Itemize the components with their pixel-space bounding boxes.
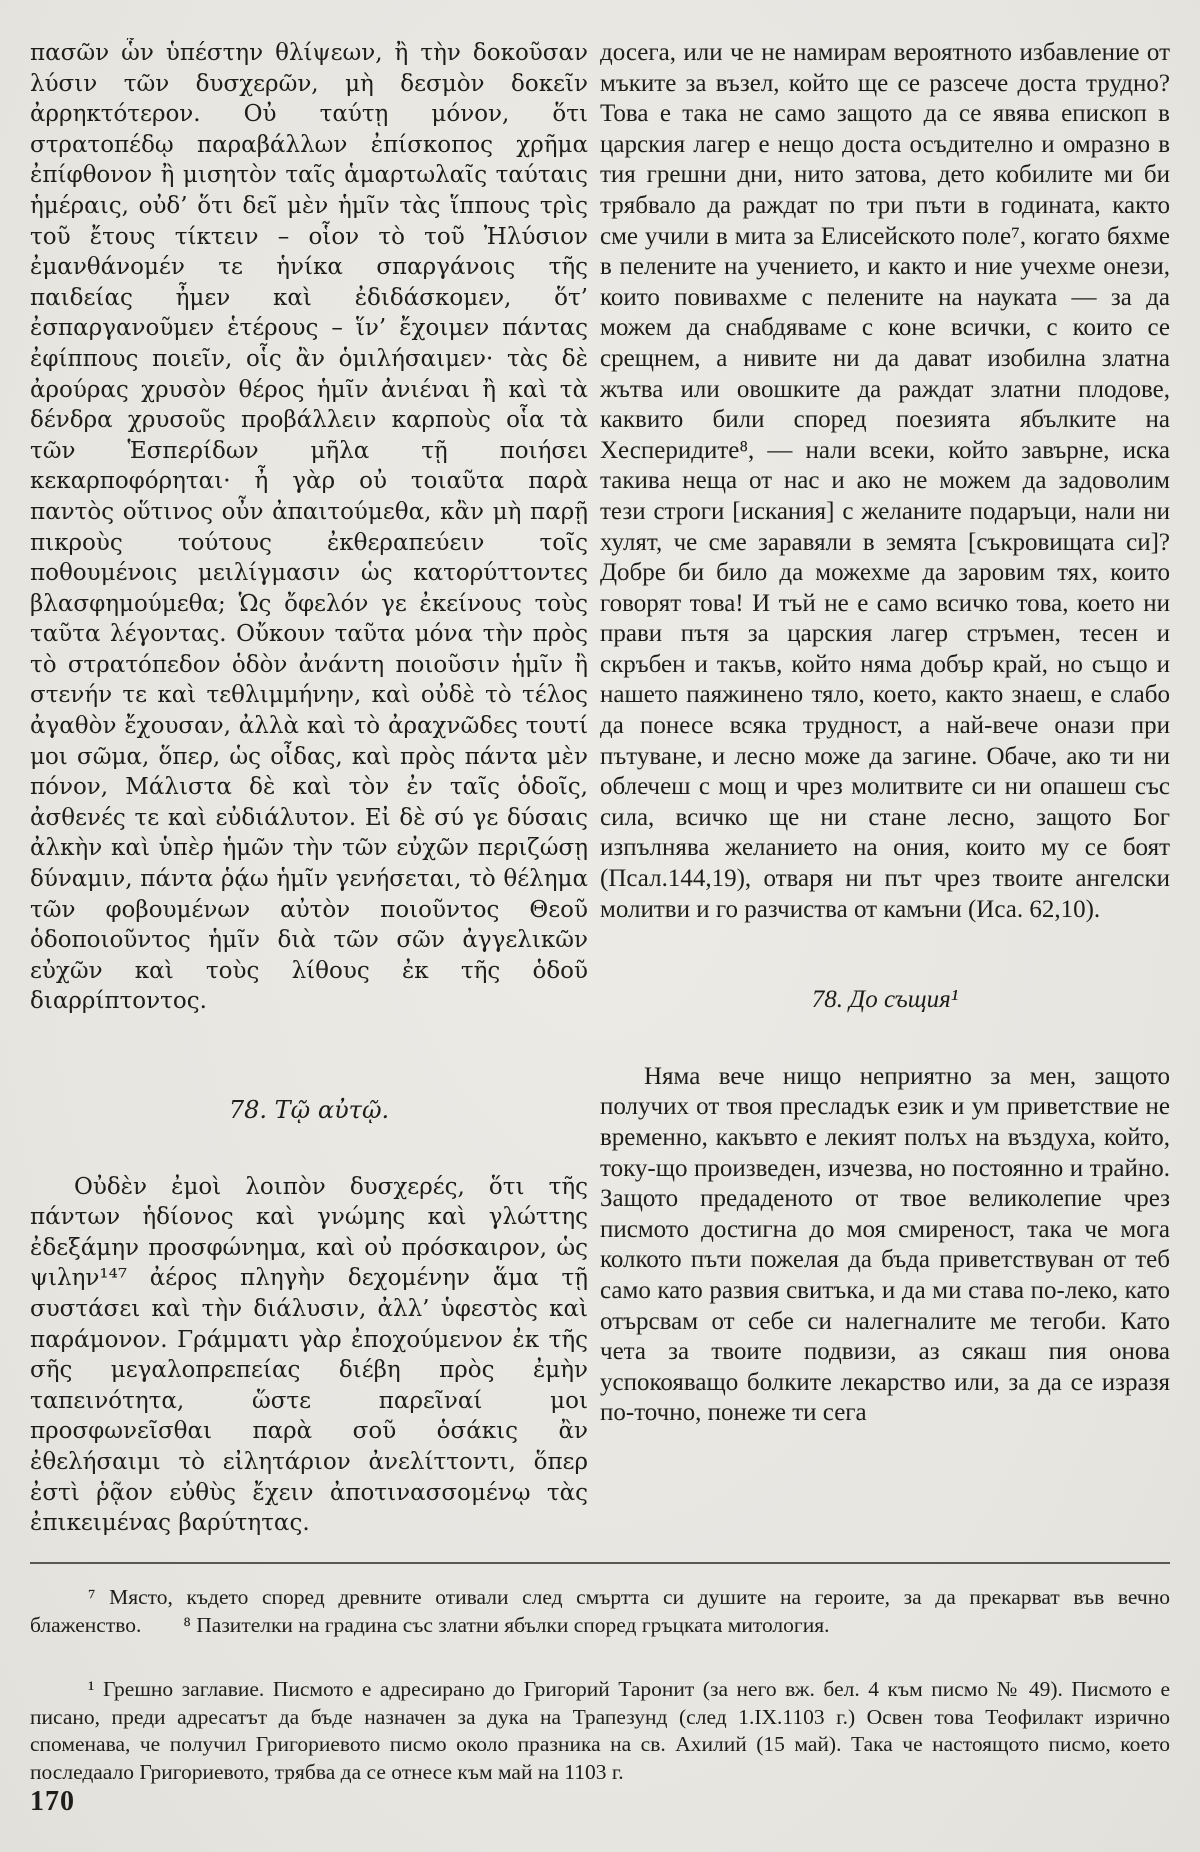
bulgarian-paragraph-continuation: досега, или че не намирам вероятното избавление от мъките за възел, който ще се разсече доста трудно? Това е така не само защото да се явява епископ в царския лагер е нещо доста осъдително и омразно в тия грешни дни, нито затова, дето кобилите ми би трябвало да раждат по три пъти в годината, както сме учили в мита за Елисейското поле⁷, когато бяхме в пелените на учението, и както и ние учехме онези, които повивахме с пелените на науката — за да можем да снабдяваме с коне всички, с които се срещнем, а нивите ни да дават изобилна златна жътва или овошките да раждат златни плодове, каквито били според поезията ябълките на Хесперидите⁸, — нали всеки, който завърне, иска такива неща от нас и ако не можем да задоволим тези строги [искания] с желаните подаръци, нали ни хулят, че сме заравяли в земята [съкровищата си]? Добре би било да можехме да заровим тях, които говорят това! И тъй не е само всичко това, което ни прави пътя за царския лагер стръмен, тесен и скръбен и такъв, който няма добър край, но също и нашето паяжинено тяло, което, както знаеш, е слабо да понесе всяка трудност, а най-вече онази при пътуване, и лесно може да загине. Обаче, ако ти ни облечеш с мощ и чрез молитвите си ни опашеш със сила, всичко ще ни стане лесно, защото Бог изпълнява желанието на ония, които му се боят (Псал.144,19), отваря ни път чрез твоите ангелски молитви и го разчиства от камъни (Иса. 62,10).	[600, 39, 1170, 923]
commentary-footnote-block	[30, 1676, 1170, 1786]
bulgarian-letter-78-heading: 78. До същия¹	[811, 986, 959, 1014]
page-number: 170	[30, 1786, 75, 1817]
bulgarian-translation-column	[600, 38, 1170, 1543]
footnote-1: ¹ Грешно заглавие. Писмото е адресирано до Григорий Таронит (за него вж. бел. 4 към писмо № 49). Писмото е писано, преди адресатът да бъде назначен за дука на Трапезунд (след 1.IX.1103 г.) Освен това Теофилакт изрично споменава, че получил Григориевото писмо около празника на св. Ахилий (15 май). Така че настоящото писмо, което последаало Григориевото, трябва да се отнесе към май на 1103 г.	[30, 1677, 1170, 1784]
greek-paragraph-continuation: πασῶν ὧν ὑπέστην θλίψεων, ἢ τὴν δοκοῦσαν λύσιν τῶν δυσχερῶν, μὴ δεσμὸν δοκεῖν ἀρρηκτότερον. Οὐ ταύτῃ μόνον, ὅτι στρατοπέδῳ παραβάλλων ἐπίσκοπος χρῆμα ἐπίφθονον ἢ μισητὸν ταῖς ἁμαρτωλαῖς ταύταις ἡμέραις, οὐδ’ ὅτι δεῖ μὲν ἡμῖν τὰς ἵππους τρὶς τοῦ ἔτους τίκτειν – οἷον τὸ τοῦ Ἠλύσιον ἐμανθάνομέν τε ἡνίκα σπαργάνοις τῆς παιδείας ἦμεν καὶ ἐδιδάσκομεν, ὅτ’ ἐσπαργανοῦμεν ἑτέρους – ἵν’ ἔχοιμεν πάντας ἐφίππους ποιεῖν, οἷς ἂν ὁμιλήσαιμεν· τὰς δὲ ἀρούρας χρυσὸν θέρος ἡμῖν ἀνιέναι ἢ καὶ τὰ δένδρα χρυσοῦς προβάλλειν καρποὺς οἷα τὰ τῶν Ἑσπερίδων μῆλα τῇ ποιήσει κεκαρποφόρηται· ἦ γὰρ οὐ τοιαῦτα παρὰ παντὸς οὕτινος οὖν ἀπαιτούμεθα, κἂν μὴ παρῇ πικροὺς τούτους ἐκθεραπεύειν τοῖς ποθουμένοις μειλίγμασιν ὡς κατορύττοντες βλασφημούμεθα; Ὡς ὄφελόν γε ἐκείνους τοὺς ταῦτα λέγοντας. Οὔκουν ταῦτα μόνα τὴν πρὸς τὸ στρατόπεδον ὁδὸν ἀνάντη ποιοῦσιν ἡμῖν ἢ στενήν τε καὶ τεθλιμμήνην, καὶ οὐδὲ τὸ τέλος ἀγαθὸν ἔχουσαν, ἀλλὰ καὶ τὸ ἀραχνῶδες τουτί μοι σῶμα, ὅπερ, ὡς οἶδας, καὶ πρὸς πάντα μὲν πόνον, Μάλιστα δὲ καὶ τὸν ἐν ταῖς ὁδοῖς, ἀσθενές τε καὶ εὐδιάλυτον. Εἰ δὲ σύ γε δύσαις ἀλκὴν καὶ ὑπὲρ ἡμῶν τὴν τῶν εὐχῶν περιζώσῃ δύναμιν, πάντα ῥᾴω ἡμῖν γενήσεται, τὸ θέλημα τῶν φοβουμένων αὐτὸν ποιοῦντος Θεοῦ ὁδοποιοῦντος ἡμῖν διὰ τῶν σῶν ἀγγελικῶν εὐχῶν καὶ τοὺς λίθους ἐκ τῆς ὁδοῦ διαρρίπτοντος.	[30, 40, 588, 1015]
footnote-8: ⁸ Пазителки на градина със златни ябълки според гръцката митология.	[183, 1612, 830, 1637]
footnotes-7-8	[30, 1584, 1170, 1639]
greek-letter-78-paragraph: Οὐδὲν ἐμοὶ λοιπὸν δυσχερές, ὅτι τῆς πάντων ἡδίονος καὶ γνώμης καὶ γλώττης ἐδεξάμην προσφώνημα, καὶ οὐ πρόσκαιρον, ὡς ψιλην¹⁴⁷ ἀέρος πληγὴν δεχομένην ἅμα τῇ συστάσει καὶ τὴν διάλυσιν, ἀλλ’ ὑφεστὸς καὶ παράμονον. Γράμματι γὰρ ἐποχούμενον ἐκ τῆς σῆς μεγαλοπρεπείας διέβη πρὸς ἐμὴν ταπεινότητα, ὥστε παρεῖναί μοι προσφωνεῖσθαι παρὰ σοῦ ὁσάκις ἂν ἐθελήσαιμι τὸ εἰλητάριον ἀνελίττοντι, ὅπερ ἐστὶ ῥᾷον εὐθὺς ἔχειν ἀποτινασσομένῳ τὰς ἐπικειμένας βαρύτητας.	[30, 1173, 588, 1537]
greek-text-column	[30, 38, 588, 1543]
footnote-divider-rule	[30, 1562, 1170, 1564]
footnote-7: ⁷ Място, където според древните отивали след смъртта си душите на героите, за да прекарват във вечно блаженство.	[30, 1585, 1170, 1637]
bulgarian-letter-78-paragraph: Няма вече нищо неприятно за мен, защото получих от твоя пресладък език и ум приветствие не временно, какъвто е лекият полъх на въздуха, който, току-що произведен, изчезва, но постоянно и трайно. Защото предаденото от твое великолепие чрез писмото достигна до моя смиреност, така че мога колкото пъти пожелая да бъда приветствуван от теб само като развия свитъка, и да ми става по-леко, като отърсвам от себе си налегналите ме тегоби. Като чета за твоите подвизи, аз сякаш пия онова успокояващо болките лекарство или, за да се изразя по-точно, понеже ти сега	[600, 1062, 1170, 1427]
greek-letter-78-heading: 78. Τῷ αὐτῷ.	[228, 1096, 390, 1124]
translation-footnotes-block	[30, 1584, 1170, 1639]
